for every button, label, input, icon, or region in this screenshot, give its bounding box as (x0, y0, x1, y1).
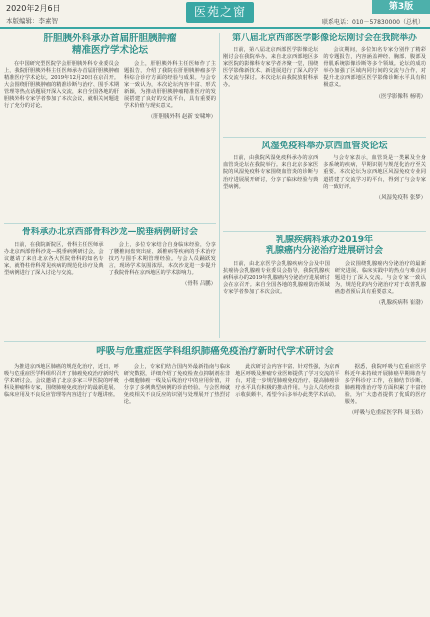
title-line: 精准医疗学术论坛 (71, 44, 148, 56)
article-column: 会议期间，多位知名专家分别作了精彩的专题报告，内容涵盖神经、胸部、腹部及骨肌系统影像诊断等多个领域。论坛的成功举办加强了区域内同行间的交流与合作，对提升北京西部地区医学影像诊断水平具有积极意义。 (323, 46, 426, 89)
article-title: 呼吸与危重症医学科组织肺癌免疫治疗新时代学术研讨会 (96, 346, 334, 357)
masthead (0, 0, 430, 28)
article-byline: （乳腺疾病科 崔渤） (375, 299, 426, 306)
issue-date: 2020年2月6日 (6, 4, 61, 13)
article-title (4, 33, 216, 57)
article-lung-cancer-immunotherapy (4, 346, 426, 614)
contact-phone: 联系电话：010－57830000（总机） (322, 19, 424, 26)
article-hepatobiliary (4, 33, 216, 221)
article-column: 会上，肝胆胰外科主任医师作了主题报告，介绍了我院在肝胆胰肿瘤多学科综合诊疗方面的经验与成果。与会专家一致认为，本次论坛内容丰富、形式新颖，为推动肝胆胰肿瘤精准医疗的发展搭建了良好的交流平台，具有重要的学术价值与现实意义。 (124, 60, 216, 110)
article-byline: （肝胆胰外科 赵新 安啸坤） (147, 114, 216, 121)
section-divider (4, 223, 216, 224)
article-vasculitis-forum (223, 141, 426, 227)
article-title: 骨科承办北京西部骨科沙龙—脱垂病例研讨会 (22, 227, 198, 237)
title-line: 肝胆胰外科承办首届肝胆胰肿瘤 (43, 33, 177, 44)
article-column: 日前，在我院新院区，骨科主任医师承办北京西部骨科沙龙—脱垂病例研讨会。会议邀请了来自北京各大医院骨科的知名专家，就脊柱骨科常见疾病的规范化诊疗及典型病例进行了深入讨论与交流。 (4, 241, 104, 277)
page-label: 第3版 (372, 0, 430, 14)
page-editor: 本版编辑：李素智 (6, 17, 58, 25)
article-column: 日前，由我院风湿免疫科承办的京西血管炎论坛在我院举行。来自北京多家医院的风湿免疫科专家围绕血管炎的诊断与治疗进展展开研讨，分享了临床经验与典型病例。 (223, 155, 319, 190)
article-column: 日前，由北京医学会乳腺疾病分会及中国抗癌协会乳腺癌专业委员会指导，我院乳腺疾病科承办的2019年乳腺癌内分泌治疗进展研讨会在京召开。来自全国各地的乳腺癌防治领域专家学者参加了本次会议。 (223, 260, 330, 295)
section-brand: 医苑之窗 (186, 2, 254, 23)
article-column: 与会专家表示，血管炎是一类累及全身多系统的疾病，早期识别与规范化治疗至关重要。本次论坛为京西地区风湿免疫专业同道搭建了交流学习的平台，得到了与会专家的一致好评。 (323, 155, 426, 190)
column-divider (219, 33, 220, 338)
article-byline: （呼吸与危重症医学科 周玉娇） (348, 410, 426, 417)
section-divider (223, 231, 426, 232)
section-divider (223, 137, 426, 138)
article-byline: （骨科 吕鹏） (181, 281, 216, 288)
article-byline: （风湿免疫科 张梦） (375, 194, 426, 201)
article-column: 会议围绕乳腺癌内分泌治疗的最新研究进展、临床实践中的热点与难点问题进行了深入交流。与会专家一致认为，规范化的内分泌治疗对于改善乳腺癌患者预后具有重要意义。 (334, 260, 426, 295)
article-byline: （医学影像科 杨明） (375, 93, 426, 100)
article-column: 据悉，我院呼吸与危重症医学科近年来持续开展肺癌早期筛查与多学科诊疗工作，在肺结节诊断、肺癌精准治疗等方面积累了丰富经验，为广大患者提供了优质的医疗服务。 (344, 363, 426, 406)
article-breast-cancer-seminar (223, 235, 426, 338)
article-orthopedics-salon (4, 227, 216, 338)
section-divider (4, 341, 426, 342)
article-column: 此次研讨会内容丰富、针对性强，为京西地区呼吸及肿瘤专业医师提供了学习交流的平台，对进一步规范肺癌免疫治疗、提高肺癌诊疗水平具有积极的推动作用。与会人员纷纷表示收获颇丰，希望今后多举办此类学术活动。 (235, 363, 340, 399)
title-line: 乳腺癌内分泌治疗进展研讨会 (265, 246, 383, 257)
article-imaging-forum (223, 33, 426, 133)
title-line: 乳腺疾病科承办2019年 (275, 235, 374, 245)
article-column: 在中国研究型医院学会肝胆胰外科专业委员会上，我院肝胆胰外科主任医师承办首届肝胆胰肿瘤精准医疗学术论坛。2019年12月20日在京召开。大会围绕肝胆胰肿瘤的精准诊断与治疗、围手术期管理等热点话题展开深入交流，来自全国各地的肝胆胰外科专家学者参加了本次会议，就相关问题进行了充分的讨论。 (4, 60, 120, 110)
article-column: 日前，第八届北京西部医学影像论坛刚讨会在我院举办。来自北京西部地区多家医院的影像科专家学者齐聚一堂，围绕医学影像新技术、新进展进行了深入的学术交流与探讨。本次论坛由我院放射科承办。 (223, 46, 319, 89)
masthead-rule (0, 27, 430, 29)
article-column: 为推进京西地区肺癌的规范化治疗，近日，呼吸与危重症医学科组织召开了肺癌免疫治疗新时代学术研讨会。会议邀请了北京多家三甲医院的呼吸科及肿瘤科专家，围绕肺癌免疫治疗的最新进展、临床应用及不良反应管理等内容进行了专题讲座。 (4, 363, 119, 399)
article-column: 会上，多位专家结合自身临床经验，分享了腰椎间盘突出症、颈椎病等疾病的手术治疗技巧与围手术期管理经验。与会人员踊跃发言，现场学术氛围浓厚。本次沙龙进一步提升了我院骨科在京西地区的学术影响力。 (108, 241, 216, 277)
article-title (223, 235, 426, 258)
article-title: 风湿免疫科举办京西血管炎论坛 (261, 141, 388, 151)
article-title: 第八届北京西部医学影像论坛刚讨会在我院举办 (232, 33, 417, 43)
article-column: 会上，专家们结合国内外最新指南与临床研究数据，详细介绍了免疫检查点抑制剂在非小细胞肺癌一线及后线治疗中的应用价值，并分享了多例典型病例的诊治经验。与会医师就免疫相关不良反应的识别与处理展开了热烈讨论。 (123, 363, 231, 406)
